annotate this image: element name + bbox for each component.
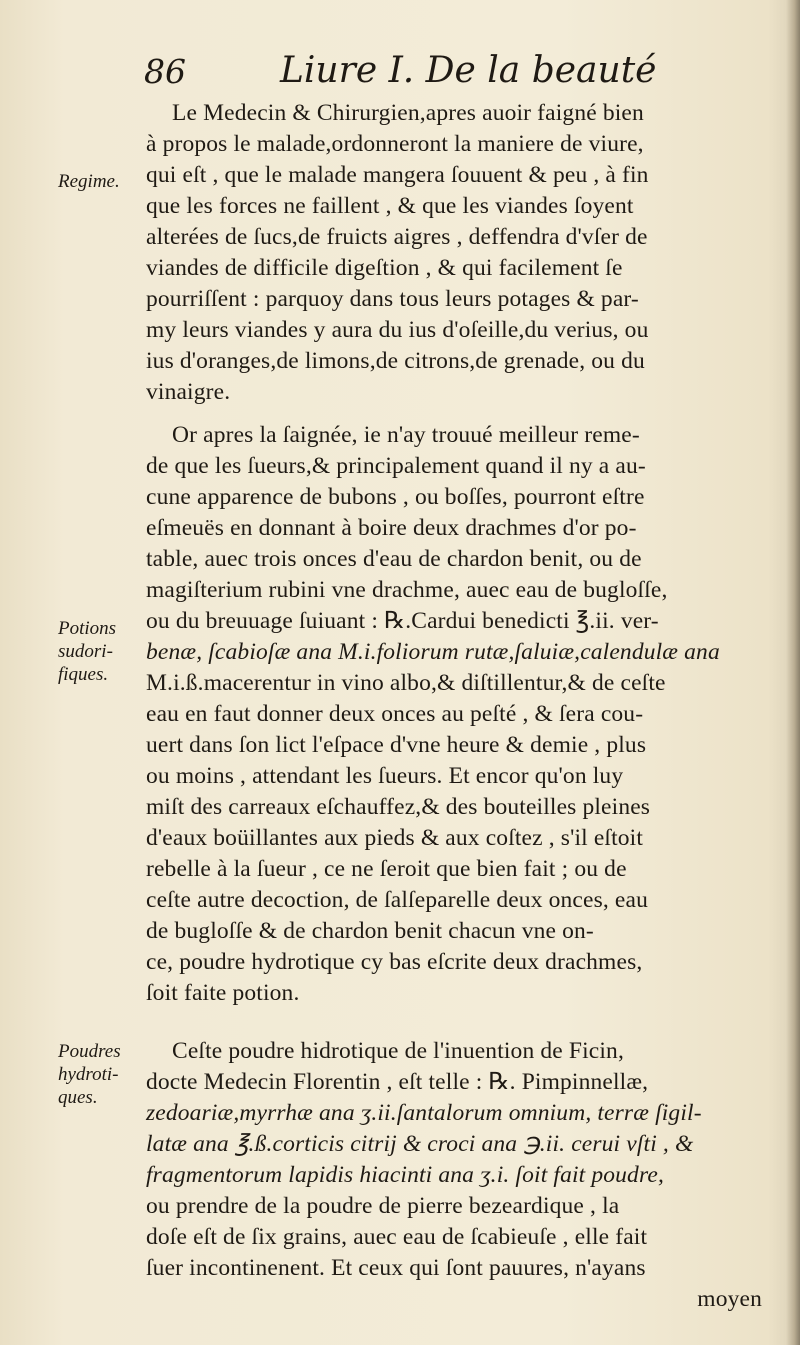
margin-note-regime [58,170,120,193]
paragraph-sueurs [146,420,762,1009]
text-line: doſe eſt de ſix grains, auec eau de ſcabieuſe , elle fait [146,1224,648,1250]
text-line: à propos le malade,ordonneront la maniere de viure, [146,131,644,157]
margin-note-line: Poudres [58,1041,121,1062]
text-line: vinaigre. [146,379,231,405]
text-line: viandes de difficile digeſtion , & qui facilement ſe [146,255,623,281]
text-line: magiſterium rubini vne drachme, auec eau de bugloſſe, [146,577,668,603]
text-line: qui eſt , que le malade mangera ſouuent & peu , à fin [146,162,649,188]
text-line: benæ, ſcabioſæ ana M.i.foliorum rutæ,ſaluiæ,calendulæ ana [146,639,720,665]
page-header [140,50,700,98]
text-line: ceſte autre decoction, de ſalſeparelle deux onces, eau [146,887,648,913]
margin-note-line: sudori- [58,641,113,662]
margin-note-line: hydroti- [58,1064,119,1085]
text-line: miſt des carreaux eſchauffez,& des bouteilles pleines [146,794,651,820]
running-title: Liure I. De la beauté [280,50,657,91]
margin-note-potions [58,617,116,686]
text-line: ius d'oranges,de limons,de citrons,de grenade, ou du [146,348,645,374]
text-line: ce, poudre hydrotique cy bas eſcrite deux drachmes, [146,949,643,975]
paragraph-regime [146,98,762,408]
text-line: ſuer incontinenent. Et ceux qui ſont pauures, n'ayans [146,1255,646,1281]
text-line: table, auec trois onces d'eau de chardon benit, ou de [146,546,642,572]
text-line: alterées de ſucs,de fruicts aigres , deffendra d'vſer de [146,224,648,250]
text-line: docte Medecin Florentin , eſt telle : ℞. Pimpinnellæ, [146,1069,649,1095]
text-line: ſoit faite potion. [146,980,300,1006]
page-gutter-shadow [786,0,800,1345]
text-line: cune apparence de bubons , ou boſſes, pourront eſtre [146,484,645,510]
page-number: 86 [144,52,186,91]
text-line: Le Medecin & Chirurgien,apres auoir faigné bien [172,100,644,126]
text-line: my leurs viandes y aura du ius d'oſeille,du verius, ou [146,317,649,343]
text-line: de que les ſueurs,& principalement quand il ny a au- [146,453,646,479]
margin-note-line: ques. [58,1087,98,1108]
margin-note-line: Potions [58,618,117,639]
text-line: latæ ana ℥.ß.corticis citrij & croci ana ℈.ii. cerui vſti , & [146,1131,694,1157]
text-line: uert dans ſon lict l'eſpace d'vne heure & demie , plus [146,732,647,758]
text-line: eſmeuës en donnant à boire deux drachmes d'or po- [146,515,637,541]
text-line: Ceſte poudre hidrotique de l'inuention de Ficin, [172,1038,624,1064]
text-line: Or apres la ſaignée, ie n'ay trouué meilleur reme- [172,422,640,448]
text-line: ou du breuuage ſuiuant : ℞.Cardui benedicti ℥.ii. ver- [146,608,659,634]
text-line: M.i.ß.macerentur in vino albo,& diſtillentur,& de ceſte [146,670,666,696]
text-line: ou prendre de la poudre de pierre bezeardique , la [146,1193,620,1219]
text-line: ou moins , attendant les ſueurs. Et encor qu'on luy [146,763,624,789]
catchword: moyen [697,1286,762,1312]
text-line: pourriſſent : parquoy dans tous leurs potages & par- [146,286,639,312]
text-line: fragmentorum lapidis hiacinti ana ʒ.i. ſoit fait poudre, [146,1162,664,1188]
margin-note-poudres [58,1040,121,1109]
text-line: que les forces ne faillent , & que les viandes ſoyent [146,193,634,219]
text-line: de bugloſſe & de chardon benit chacun vne on- [146,918,594,944]
margin-note-line: fiques. [58,664,109,685]
paragraph-poudre [146,1036,762,1315]
text-line: eau en faut donner deux onces au peſté , & ſera cou- [146,701,644,727]
text-line: zedoariæ,myrrhæ ana ʒ.ii.ſantalorum omnium, terræ ſigil- [146,1100,702,1126]
text-line: rebelle à la ſueur , ce ne ſeroit que bien fait ; ou de [146,856,627,882]
text-line: d'eaux boüillantes aux pieds & aux coſtez , s'il eſtoit [146,825,644,851]
margin-note-line: Regime. [58,171,120,192]
